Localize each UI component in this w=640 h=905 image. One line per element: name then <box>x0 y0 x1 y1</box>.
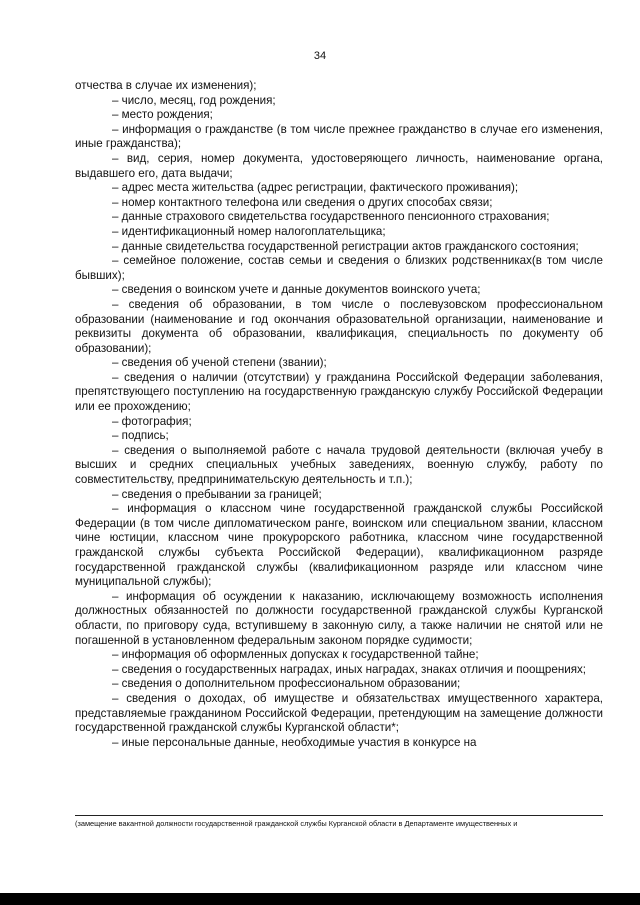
paragraph: – информация о гражданстве (в том числе прежнее гражданство в случае его изменения, иные гражданства); <box>75 122 603 151</box>
paragraph: – вид, серия, номер документа, удостоверяющего личность, наименование органа, выдавшего его, дата выдачи; <box>75 151 603 180</box>
paragraph: – информация об оформленных допусках к государственной тайне; <box>112 648 479 662</box>
paragraph: – сведения об образовании, в том числе о послевузовском профессиональном образовании (наименование и год окончания образовательной организации, наименование и реквизиты документа об образовании, квалификация, специальность по документу об образовании); <box>75 297 603 355</box>
paragraph: – сведения о выполняемой работе с начала трудовой деятельности (включая учебу в высших и средних специальных учебных заведениях, военную службу, работу по совместительству, предпринимательскую деятельность и т.п.); <box>75 443 603 487</box>
paragraph: – подпись; <box>112 429 169 443</box>
paragraph: – иные персональные данные, необходимые участия в конкурсе на <box>112 735 477 749</box>
paragraph: – сведения о государственных наградах, иных наградах, знаках отличия и поощрениях; <box>112 662 587 676</box>
paragraph: – сведения о пребывании за границей; <box>112 487 322 501</box>
page-number: 34 <box>313 50 327 62</box>
paragraph: – сведения о дополнительном профессиональном образовании; <box>112 677 461 691</box>
paragraph: – сведения о доходах, об имуществе и обязательствах имущественного характера, представляемые гражданином Российской Федерации, претендующим на замещение должности государственной гражданской службы Курганской области*; <box>75 691 603 735</box>
paragraph: – сведения об ученой степени (звании); <box>112 356 327 370</box>
footnote: (замещение вакантной должности государственной гражданской службы Курганской области в Департаменте имущественных и <box>75 819 518 828</box>
paragraph: – место рождения; <box>112 108 213 122</box>
footnote-divider <box>75 815 603 816</box>
paragraph: – сведения о наличии (отсутствии) у гражданина Российской Федерации заболевания, препятствующего поступлению на государственную гражданскую службу Российской Федерации или ее прохождению; <box>75 370 603 414</box>
paragraph: – информация о классном чине государственной гражданской службы Российской Федерации (в том числе дипломатическом ранге, воинском или специальном звании, классном чине юстиции, классном чине прокурорского работника, классном чине государственной гражданской службы субъекта Российской Федерации), квалификационном разряде государственной гражданской службы (квалификационном разряде или классном чине муниципальной службы); <box>75 502 603 589</box>
paragraph: – адрес места жительства (адрес регистрации, фактического проживания); <box>112 181 519 195</box>
paragraph: – номер контактного телефона или сведения о других способах связи; <box>112 195 493 209</box>
paragraph: – информация об осуждении к наказанию, исключающему возможность исполнения должностных обязанностей по должности государственной гражданской службы Курганской области, по приговору суда, вступившему в законную силу, а также наличии не снятой или не погашенной в установленном федеральным законом порядке судимости; <box>75 589 603 647</box>
scan-border <box>0 893 640 905</box>
paragraph: – сведения о воинском учете и данные документов воинского учета; <box>112 283 481 297</box>
body-text <box>75 79 603 750</box>
paragraph: – данные страхового свидетельства государственного пенсионного страхования; <box>112 210 550 224</box>
paragraph: – семейное положение, состав семьи и сведения о близких родственниках(в том числе бывших); <box>75 254 603 282</box>
paragraph: – фотография; <box>112 414 192 428</box>
paragraph: – число, месяц, год рождения; <box>112 93 276 107</box>
paragraph: – идентификационный номер налогоплательщика; <box>112 224 386 238</box>
paragraph: – данные свидетельства государственной регистрации актов гражданского состояния; <box>112 239 579 253</box>
paragraph: отчества в случае их изменения); <box>75 79 257 92</box>
